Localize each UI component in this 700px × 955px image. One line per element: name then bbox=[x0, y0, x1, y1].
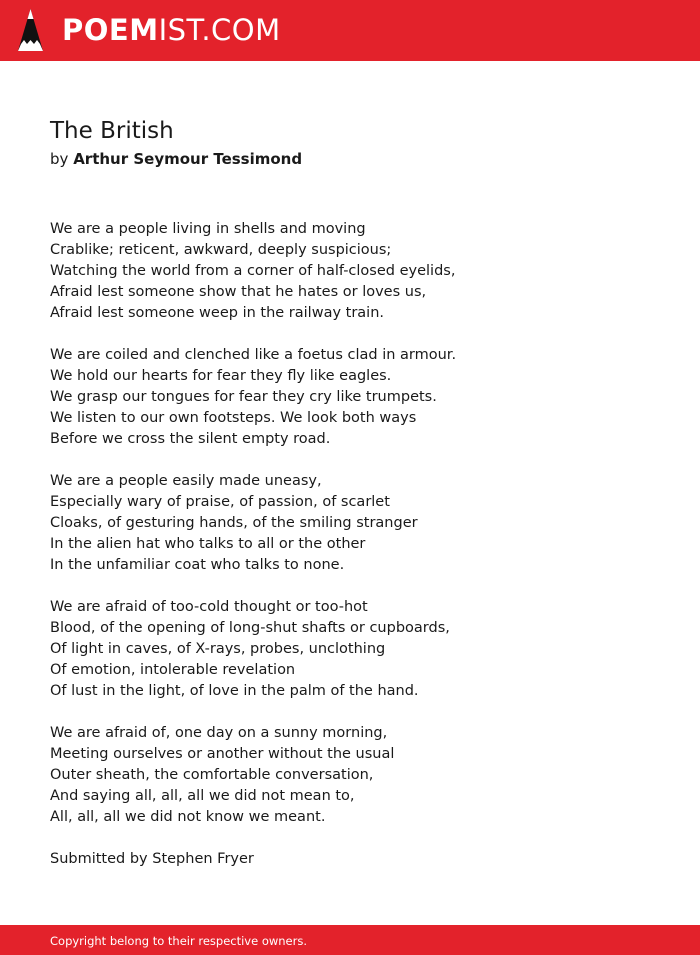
poem-title: The British bbox=[50, 118, 174, 144]
poem-line: Blood, of the opening of long-shut shafts or cupboards, bbox=[50, 620, 450, 636]
site-header bbox=[0, 0, 700, 61]
poem-line: Of lust in the light, of love in the palm of the hand. bbox=[50, 683, 419, 699]
submitted-by: Submitted by Stephen Fryer bbox=[50, 851, 254, 867]
logo-text-light: IST.COM bbox=[158, 13, 281, 47]
poem-stanza bbox=[50, 597, 650, 702]
poem-line: And saying all, all, all we did not mean to, bbox=[50, 788, 355, 804]
poem-line: Of light in caves, of X-rays, probes, unclothing bbox=[50, 641, 386, 657]
logo-text-bold: POEM bbox=[62, 13, 159, 47]
site-logo[interactable] bbox=[62, 13, 281, 47]
poem-body bbox=[50, 219, 650, 870]
poem-line: We are afraid of, one day on a sunny morning, bbox=[50, 725, 388, 741]
site-footer bbox=[0, 925, 700, 955]
poem-line: All, all, all we did not know we meant. bbox=[50, 809, 326, 825]
poem-line: We are a people easily made uneasy, bbox=[50, 473, 322, 489]
poem-line: We are coiled and clenched like a foetus clad in armour. bbox=[50, 347, 457, 363]
poem-stanza bbox=[50, 723, 650, 828]
poem-line: We hold our hearts for fear they fly like eagles. bbox=[50, 368, 392, 384]
poem-line: Afraid lest someone show that he hates or loves us, bbox=[50, 284, 427, 300]
poem-byline bbox=[50, 149, 302, 169]
poem-line: We are afraid of too-cold thought or too-hot bbox=[50, 599, 368, 615]
poem-line: Crablike; reticent, awkward, deeply suspicious; bbox=[50, 242, 392, 258]
poem-author: Arthur Seymour Tessimond bbox=[73, 150, 303, 168]
by-label: by bbox=[50, 150, 69, 168]
poem-line: Afraid lest someone weep in the railway train. bbox=[50, 305, 385, 321]
poem-line: We are a people living in shells and moving bbox=[50, 221, 366, 237]
poem-stanza bbox=[50, 471, 650, 576]
poem-line: In the unfamiliar coat who talks to none. bbox=[50, 557, 345, 573]
poem-line: Outer sheath, the comfortable conversation, bbox=[50, 767, 374, 783]
poem-line: Especially wary of praise, of passion, of scarlet bbox=[50, 494, 390, 510]
poem-line: Watching the world from a corner of half-closed eyelids, bbox=[50, 263, 456, 279]
poem-line: Cloaks, of gesturing hands, of the smiling stranger bbox=[50, 515, 418, 531]
poem-line: In the alien hat who talks to all or the other bbox=[50, 536, 366, 552]
poem-stanza bbox=[50, 345, 650, 450]
poem-line: Before we cross the silent empty road. bbox=[50, 431, 331, 447]
pencil-tip-icon[interactable] bbox=[18, 9, 43, 51]
copyright-text: Copyright belong to their respective owners. bbox=[50, 934, 308, 948]
poem-stanza bbox=[50, 219, 650, 324]
poem-line: Meeting ourselves or another without the usual bbox=[50, 746, 395, 762]
poem-line: Of emotion, intolerable revelation bbox=[50, 662, 296, 678]
poem-line: We grasp our tongues for fear they cry like trumpets. bbox=[50, 389, 437, 405]
poem-line: We listen to our own footsteps. We look both ways bbox=[50, 410, 417, 426]
